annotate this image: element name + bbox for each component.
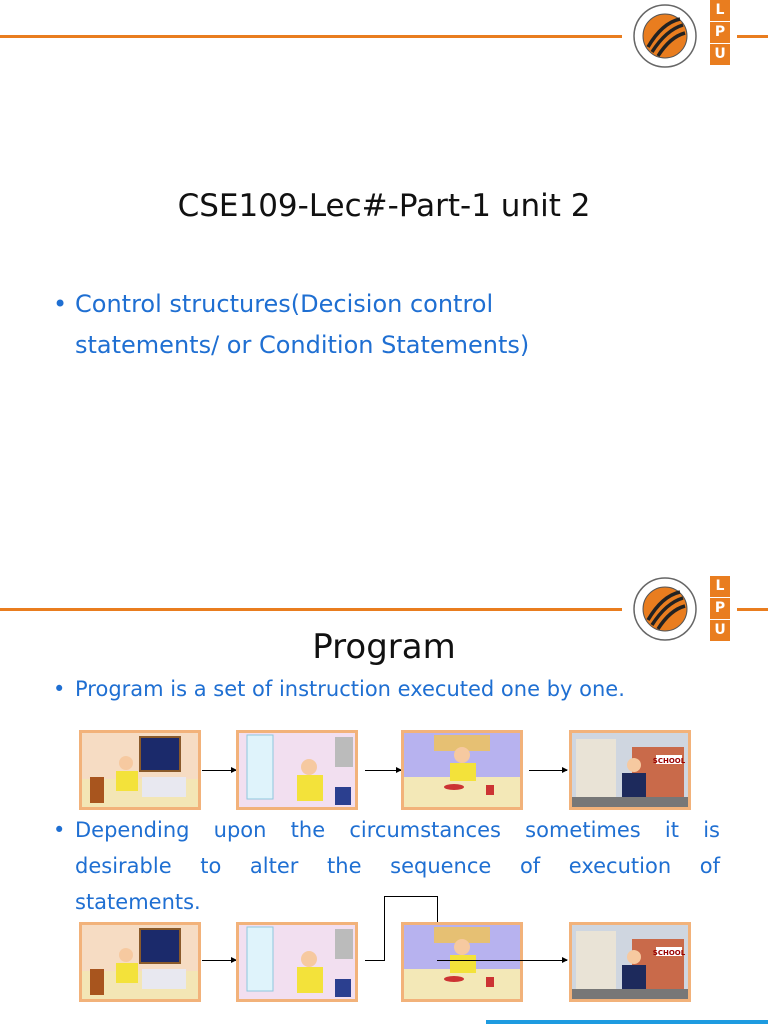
- bullet-line-1: Depending upon the circumstances sometimes it is: [75, 818, 720, 842]
- lpu-letter-p: P: [710, 598, 730, 619]
- slide-2: [0, 512, 768, 1024]
- sequence-arrow: [202, 770, 236, 771]
- bullet-control-structures: [53, 284, 755, 366]
- bullet-dot: •: [53, 818, 66, 842]
- bullet-alter-sequence: [53, 812, 720, 920]
- bullet-line-2: desirable to alter the sequence of execution of: [75, 854, 720, 878]
- brush-teeth-scene: [236, 730, 358, 810]
- lpu-emblem-icon: [632, 3, 698, 69]
- slide-title: CSE109-Lec#-Part-1 unit 2: [177, 188, 591, 224]
- header-line-right: [737, 35, 768, 38]
- bullet-text: Program is a set of instruction executed one by one.: [75, 677, 625, 701]
- lpu-letter-u: U: [710, 44, 730, 65]
- skip-connector-join: [365, 960, 385, 961]
- slide-title: Program: [312, 627, 456, 667]
- wake-up-scene: [79, 730, 201, 810]
- bullet-dot: •: [53, 677, 66, 701]
- lpu-letter-l: L: [710, 0, 730, 21]
- bullet-program-definition: [53, 674, 755, 704]
- bullet-line-2: statements/ or Condition Statements): [75, 331, 530, 359]
- sequence-arrow: [529, 770, 567, 771]
- school-sign: SCHOOL: [652, 757, 686, 765]
- bullet-line-1: Control structures(Decision control: [75, 290, 494, 318]
- wake-up-scene: [79, 922, 201, 1002]
- school-scene: [569, 730, 691, 810]
- school-sign: SCHOOL: [652, 949, 686, 957]
- sequence-arrow: [202, 960, 236, 961]
- header-line-left: [0, 35, 622, 38]
- lpu-letters: [710, 0, 730, 66]
- school-scene: [569, 922, 691, 1002]
- bullet-dot: •: [53, 290, 68, 318]
- sequence-arrow: [365, 770, 401, 771]
- breakfast-scene: [401, 922, 523, 1002]
- bottom-accent-bar: [486, 1020, 768, 1024]
- lpu-letter-u: U: [710, 620, 730, 641]
- header-line-right: [737, 608, 768, 611]
- breakfast-scene: [401, 730, 523, 810]
- header-line-left: [0, 608, 622, 611]
- bullet-line-3: statements.: [75, 890, 201, 914]
- lpu-letter-p: P: [710, 22, 730, 43]
- skip-connector-horizontal-top: [384, 896, 437, 897]
- sequence-arrow: [437, 960, 567, 961]
- skip-connector-vertical-left: [384, 896, 385, 960]
- brush-teeth-scene: [236, 922, 358, 1002]
- lpu-letter-l: L: [710, 576, 730, 597]
